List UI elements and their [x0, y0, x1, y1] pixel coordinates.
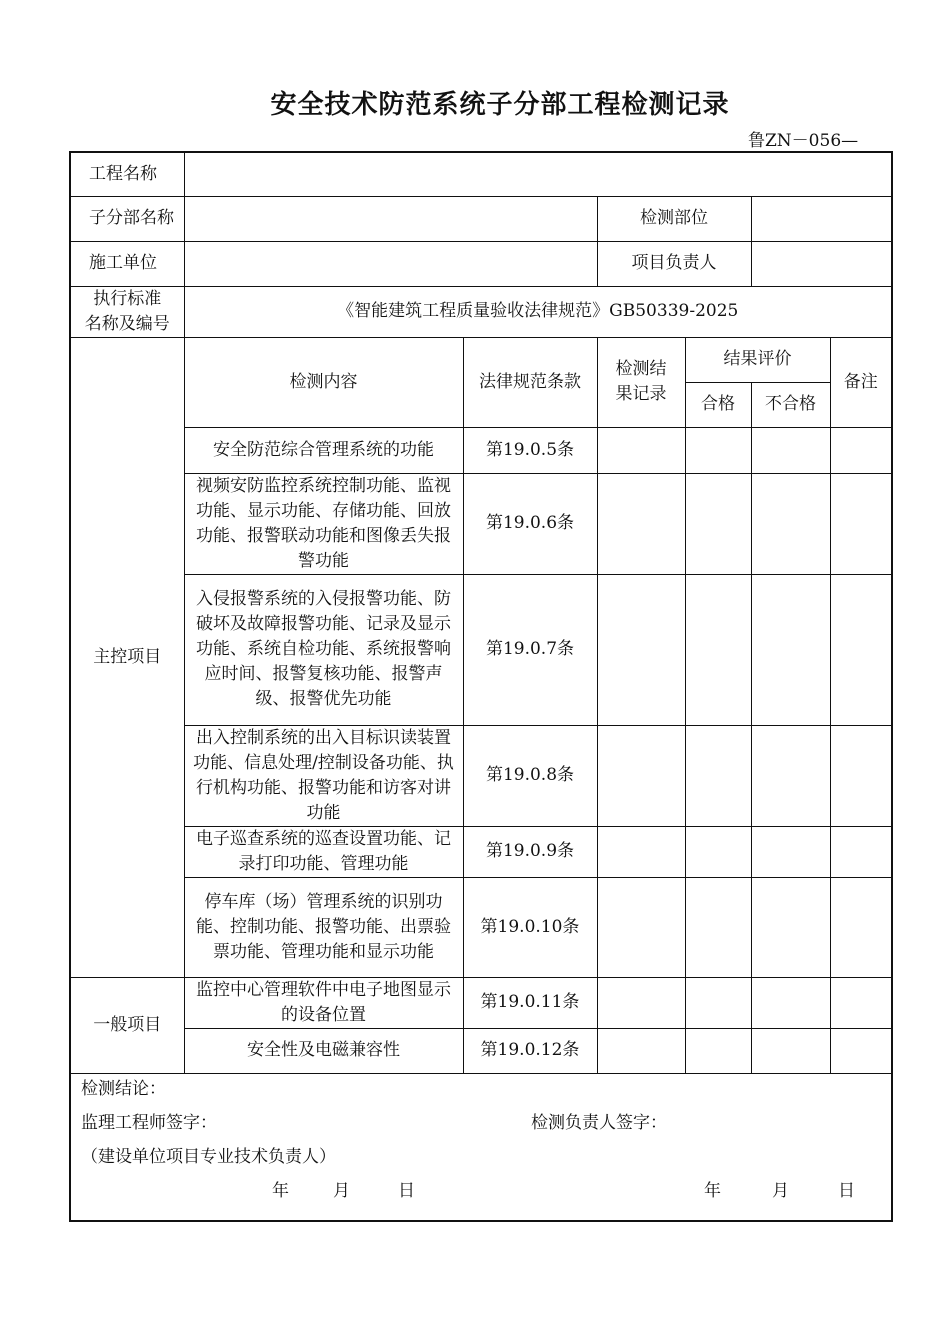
table-row	[70, 877, 892, 977]
project-manager-field[interactable]	[751, 241, 892, 286]
row-pass-cell[interactable]	[685, 473, 751, 574]
test-location-field[interactable]	[751, 196, 892, 241]
contractor-label: 施工单位	[70, 241, 184, 286]
row-clause: 第19.0.7条	[463, 574, 597, 725]
col-content-header: 检测内容	[184, 337, 463, 427]
owner-note: （建设单位项目专业技术负责人）	[81, 1146, 336, 1167]
row-fail-cell[interactable]	[751, 473, 830, 574]
row-fail-cell[interactable]	[751, 877, 830, 977]
sub-project-label: 子分部名称	[70, 196, 184, 241]
row-pass-cell[interactable]	[685, 725, 751, 826]
row-content: 安全性及电磁兼容性	[184, 1028, 463, 1073]
contractor-field[interactable]	[184, 241, 597, 286]
row-record-cell[interactable]	[597, 473, 685, 574]
standard-label	[70, 286, 184, 337]
standard-value: 《智能建筑工程质量验收法律规范》GB50339-2025	[184, 286, 892, 337]
row-pass-cell[interactable]	[685, 1028, 751, 1073]
date-day-right: 日	[838, 1180, 855, 1201]
col-record-line2: 果记录	[615, 384, 667, 404]
form-code: 鲁ZN－056—	[748, 131, 859, 151]
main-group-label: 主控项目	[70, 337, 184, 977]
row-fail-cell[interactable]	[751, 1028, 830, 1073]
row-fail-cell[interactable]	[751, 574, 830, 725]
row-record-cell[interactable]	[597, 977, 685, 1028]
table-row	[70, 473, 892, 574]
row-pass-cell[interactable]	[685, 427, 751, 473]
row-fail-cell[interactable]	[751, 427, 830, 473]
table-row	[70, 725, 892, 826]
row-clause: 第19.0.10条	[463, 877, 597, 977]
project-manager-label: 项目负责人	[597, 241, 751, 286]
row-note-cell[interactable]	[830, 977, 892, 1028]
row-note-cell[interactable]	[830, 725, 892, 826]
sub-project-field[interactable]	[184, 196, 597, 241]
row-record-cell[interactable]	[597, 574, 685, 725]
col-pass-header: 合格	[685, 382, 751, 427]
tester-sign-label: 检测负责人签字：	[531, 1112, 667, 1133]
project-name-label: 工程名称	[70, 152, 184, 196]
row-fail-cell[interactable]	[751, 826, 830, 877]
row-content: 安全防范综合管理系统的功能	[184, 427, 463, 473]
row-pass-cell[interactable]	[685, 977, 751, 1028]
row-record-cell[interactable]	[597, 826, 685, 877]
row-note-cell[interactable]	[830, 473, 892, 574]
date-year-left: 年	[272, 1180, 289, 1201]
table-row	[70, 1028, 892, 1073]
table-row	[70, 977, 892, 1028]
row-content: 入侵报警系统的入侵报警功能、防破坏及故障报警功能、记录及显示功能、系统自检功能、系统报警响应时间、报警复核功能、报警声级、报警优先功能	[184, 574, 463, 725]
row-pass-cell[interactable]	[685, 877, 751, 977]
col-record-line1: 检测结	[615, 359, 667, 379]
row-clause: 第19.0.12条	[463, 1028, 597, 1073]
test-location-label: 检测部位	[597, 196, 751, 241]
row-pass-cell[interactable]	[685, 574, 751, 725]
row-content: 视频安防监控系统控制功能、监视功能、显示功能、存储功能、回放功能、报警联动功能和图像丢失报警功能	[184, 473, 463, 574]
row-clause: 第19.0.5条	[463, 427, 597, 473]
conclusion-block[interactable]	[70, 1073, 892, 1221]
row-content: 电子巡查系统的巡查设置功能、记录打印功能、管理功能	[184, 826, 463, 877]
col-fail-header: 不合格	[751, 382, 830, 427]
row-record-cell[interactable]	[597, 1028, 685, 1073]
inspection-record-table	[69, 151, 893, 1222]
table-row	[70, 574, 892, 725]
row-clause: 第19.0.8条	[463, 725, 597, 826]
row-fail-cell[interactable]	[751, 977, 830, 1028]
row-pass-cell[interactable]	[685, 826, 751, 877]
table-row	[70, 427, 892, 473]
col-eval-header: 结果评价	[685, 337, 830, 382]
row-content: 停车库（场）管理系统的识别功能、控制功能、报警功能、出票验票功能、管理功能和显示功能	[184, 877, 463, 977]
date-day-left: 日	[398, 1180, 415, 1201]
row-record-cell[interactable]	[597, 725, 685, 826]
standard-label-line2: 名称及编号	[84, 313, 170, 334]
col-record-header	[597, 337, 685, 427]
row-note-cell[interactable]	[830, 877, 892, 977]
row-note-cell[interactable]	[830, 427, 892, 473]
date-year-right: 年	[704, 1180, 721, 1201]
row-content: 监控中心管理软件中电子地图显示的设备位置	[184, 977, 463, 1028]
conclusion-label: 检测结论：	[81, 1078, 166, 1099]
standard-label-line1: 执行标准	[93, 288, 162, 309]
date-month-right: 月	[772, 1180, 789, 1201]
project-name-field[interactable]	[184, 152, 892, 196]
col-note-header: 备注	[830, 337, 892, 427]
row-note-cell[interactable]	[830, 574, 892, 725]
col-clause-header: 法律规范条款	[463, 337, 597, 427]
row-content: 出入控制系统的出入目标识读装置功能、信息处理/控制设备功能、执行机构功能、报警功能和访客对讲功能	[184, 725, 463, 826]
row-record-cell[interactable]	[597, 427, 685, 473]
row-fail-cell[interactable]	[751, 725, 830, 826]
row-clause: 第19.0.11条	[463, 977, 597, 1028]
row-clause: 第19.0.9条	[463, 826, 597, 877]
row-clause: 第19.0.6条	[463, 473, 597, 574]
document-title: 安全技术防范系统子分部工程检测记录	[270, 90, 730, 120]
general-group-label: 一般项目	[70, 977, 184, 1073]
supervisor-sign-label: 监理工程师签字：	[81, 1112, 217, 1133]
row-note-cell[interactable]	[830, 826, 892, 877]
table-row	[70, 826, 892, 877]
row-note-cell[interactable]	[830, 1028, 892, 1073]
row-record-cell[interactable]	[597, 877, 685, 977]
date-month-left: 月	[333, 1180, 350, 1201]
